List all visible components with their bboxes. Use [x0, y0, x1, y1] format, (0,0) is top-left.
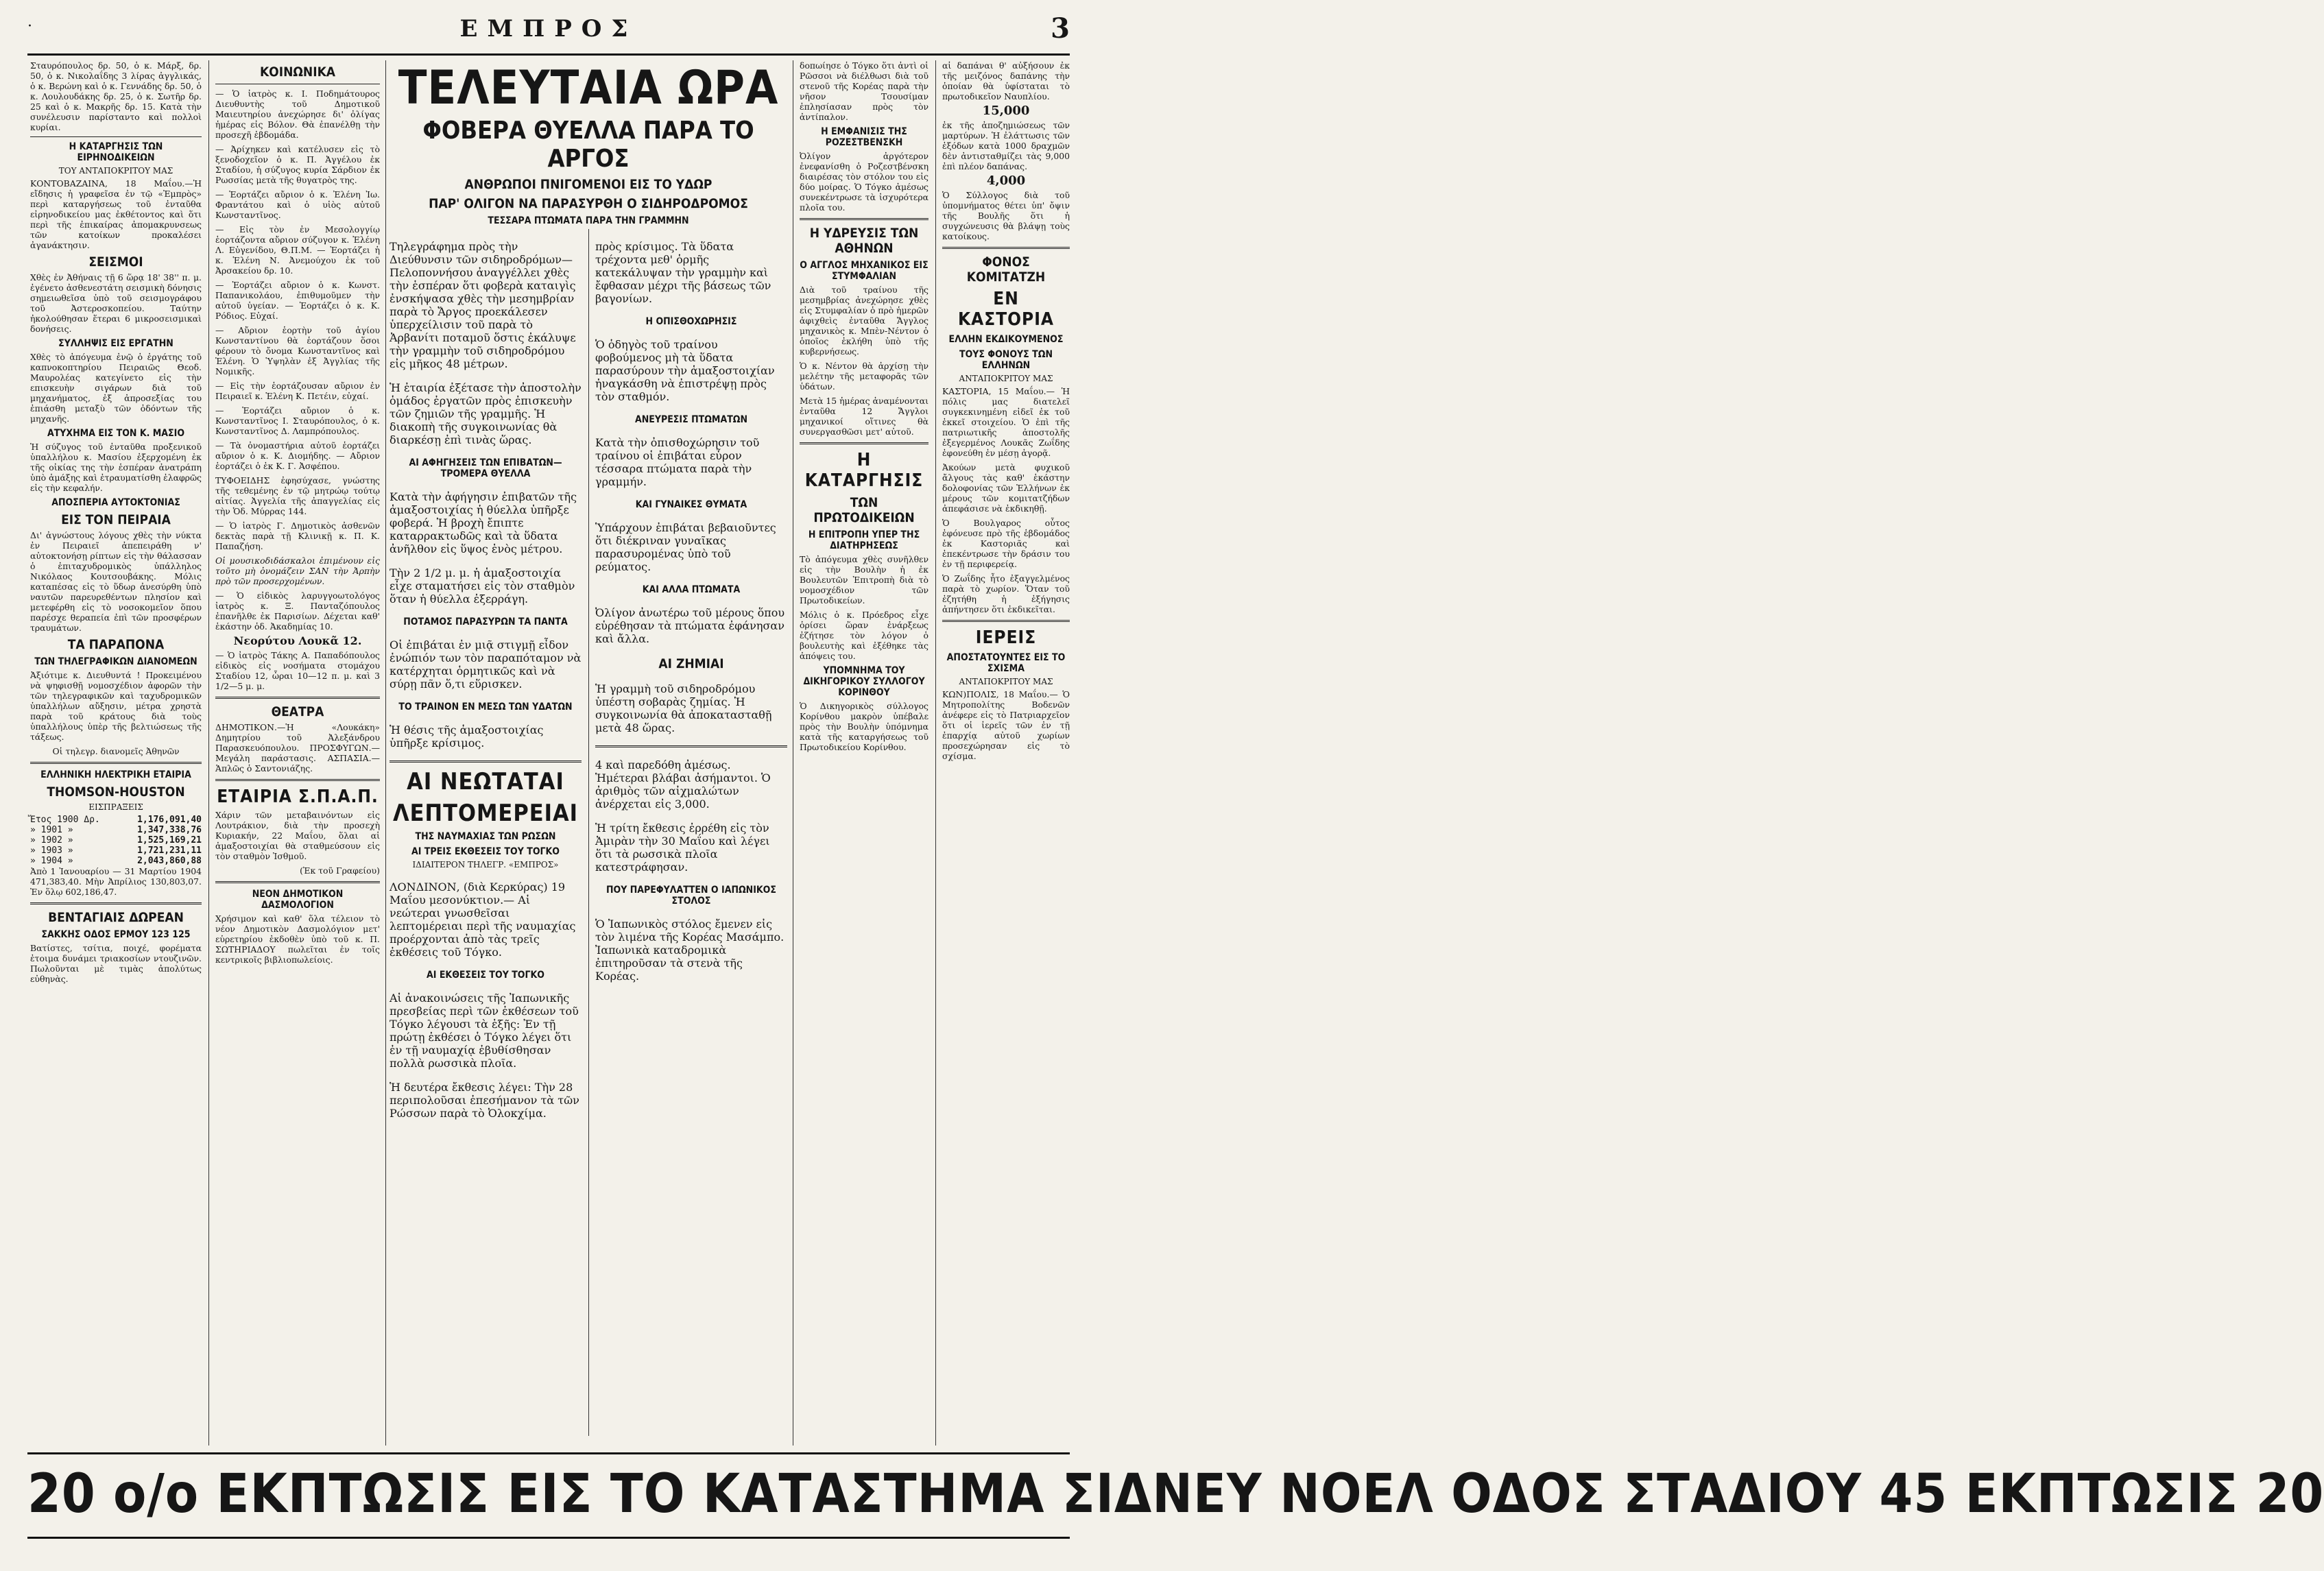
headline: ΤΟ ΤΡΑΙΝΟΝ ΕΝ ΜΕΣΩ ΤΩΝ ΥΔΑΤΩΝ	[398, 701, 573, 712]
divider	[390, 760, 582, 763]
headline: ΦΟΒΕΡΑ ΘΥΕΛΛΑ ΠΑΡΑ ΤΟ ΑΡΓΟΣ	[422, 117, 754, 173]
article-text: Ὁ Βουλγαρος οὗτος ἐφόνευσε πρὸ τῆς ἑβδομάδος ἐκ Καστοριᾶς καὶ ἐπεκέντρωσε τὴν δράσιν του ἐν τῇ περιφερείᾳ.	[942, 518, 1070, 569]
article-text: Ἡ γραμμὴ τοῦ σιδηροδρόμου ὑπέστη σοβαρὰς ζημίας. Ἡ συγκοινωνία θὰ ἀποκατασταθῇ μετὰ 48 ὥρας.	[595, 682, 772, 734]
headline: ΥΠΟΜΝΗΜΑ ΤΟΥ ΔΙΚΗΓΟΡΙΚΟΥ ΣΥΛΛΟΓΟΥ ΚΟΡΙΝΘΟΥ	[803, 665, 925, 698]
headline: Η ΕΜΦΑΝΙΣΙΣ ΤΗΣ ΡΟΖΕΣΤΒΕΝΣΚΗ	[821, 126, 907, 148]
subheadline: ΙΔΙΑΙΤΕΡΟΝ ΤΗΛΕΓΡ. «ΕΜΠΡΟΣ»	[412, 860, 559, 870]
headline: ΤΩΝ ΤΗΛΕΓΡΑΦΙΚΩΝ ΔΙΑΝΟΜΕΩΝ	[34, 656, 197, 667]
headline: ΘΕΑΤΡΑ	[271, 704, 324, 719]
ad-year: » 1904 »	[30, 856, 73, 866]
column-6	[938, 60, 1074, 1446]
ad-table	[30, 815, 202, 866]
article-text: Ἀκούων μετὰ φυχικοῦ ἄλγους τὰς καθ' ἑκάστην δολοφονίας τῶν Ἑλλήνων ἐκ μέρους τῶν κομιτατζήδων ἀπεφάσισε νὰ ἐκδικηθῇ.	[942, 462, 1070, 514]
signature: Οἱ τηλεγρ. διανομεῖς Ἀθηνῶν	[52, 746, 180, 756]
ad-table-row	[30, 825, 202, 835]
article-text: Ὀλίγον ἀργότερον ἐνεφανίσθη ὁ Ροζεστβένσκη διαιρέσας τὸν στόλον του εἰς δύο μοίρας. Ὁ Τόγκο ἀμέσως συνεκέντρωσε τὰ ἰσχυρότερα πλοῖα του.	[800, 151, 929, 213]
article-text: Χθὲς τὸ ἀπόγευμα ἐνῷ ὁ ἐργάτης τοῦ καπνοκοπτηρίου Πειραιῶς Θεοδ. Μαυρολέας κατεγίνετο εἰς τὴν επισκευὴν σιγάρων διὰ τοῦ μηχανήματος, ἐξ ἀπροσεξίας του ἐπιάσθη μεταξὺ τῶν ὀδόντων τῆς μηχανῆς.	[30, 352, 202, 424]
article-text: Ὁ κ. Νέντον θὰ ἀρχίσῃ τὴν μελέτην τῆς μεταφορᾶς τῶν ὑδάτων.	[800, 361, 929, 392]
divider	[30, 136, 202, 137]
article-text: Τὸ ἀπόγευμα χθὲς συνῆλθεν εἰς τὴν Βουλὴν ἡ ἐκ Βουλευτῶν Ἐπιτροπὴ διὰ τὸ νομοσχέδιον τῶν Πρωτοδικείων.	[800, 554, 929, 605]
headline: ΤΩΝ ΠΡΩΤΟΔΙΚΕΙΩΝ	[813, 495, 915, 525]
article-text: Δι' ἀγνώστους λόγους χθὲς τὴν νύκτα ἐν Πειραιεῖ ἀπεπειράθη ν' αὐτοκτονήσῃ ρίπτων εἰς τὴν θάλασσαν ὁ ἐπιταχυδρομικὸς ὑπάλληλος Νικόλαος Κουτσουβάκης. Μόλις καταπέσας εἰς τὸ ὕδωρ ἀνεσύρθη ὑπὸ ναυτῶν παρευρεθέντων πλησίον καὶ μετεφέρθη εἰς τὸ νοσοκομεῖον ὅπου παρέσχε θεραπεία ἐπὶ τῶν προσφέρων τραυμάτων.	[30, 530, 202, 633]
note: (Ἐκ τοῦ Γραφείου)	[300, 865, 380, 876]
divider	[595, 745, 787, 747]
masthead	[27, 5, 1070, 63]
article-text: Χάριν τῶν μεταβαινόντων εἰς Λουτράκιον, διὰ τὴν προσεχὴ Κυριακήν, 22 Μαΐου, ὅλαι αἱ ἁμαξοστοιχίαι θὰ σταθμεύσουν εἰς τὸν σταθμὸν Ἰσθμοῦ.	[215, 810, 380, 861]
article-text: Κατὰ τὴν ὀπισθοχώρησιν τοῦ τραίνου οἱ ἐπιβάται εὗρον τέσσαρα πτώματα παρὰ τὴν γραμμήν.	[595, 436, 760, 488]
headline: ΤΗΣ ΝΑΥΜΑΧΙΑΣ ΤΩΝ ΡΩΣΩΝ	[415, 831, 556, 842]
article-text: Χθὲς ἐν Ἀθήναις τῇ 6 ὥρᾳ 18' 38'' π. μ. ἐγένετο ἀσθενεστάτη σεισμικὴ δόνησις σημειωθεῖσα ὑπὸ τοῦ σεισμογράφου τοῦ Ἀστεροσκοπείου. Ταύτην ἠκολούθησαν ἕτεραι 6 μικροσεισμικαὶ δονήσεις.	[30, 272, 202, 334]
ad-amount: 1,525,169,21	[137, 835, 202, 846]
article-text: Οἱ ἐπιβάται ἐν μιᾷ στιγμῇ εἶδον ἐνώπιόν των τὸν παραπόταμον νὰ κατέρχηται ὁρμητικῶς καὶ νὰ σύρῃ πᾶν ὅ,τι εὕρισκεν.	[390, 638, 582, 691]
article-text: Ὀλίγον ἀνωτέρω τοῦ μέρους ὅπου εὑρέθησαν τὰ πτώματα ἐφάνησαν καὶ ἄλλα.	[595, 606, 785, 645]
lead-column-left	[385, 229, 586, 1436]
headline: ΑΙ ΤΡΕΙΣ ΕΚΘΕΣΕΙΣ ΤΟΥ ΤΟΓΚΟ	[411, 846, 560, 857]
article-text: Ἡ θέσις τῆς ἁμαξοστοιχίας ὑπῆρξε κρίσιμος.	[390, 723, 544, 749]
headline: Η ΕΠΙΤΡΟΠΗ ΥΠΕΡ ΤΗΣ ΔΙΑΤΗΡΗΣΕΩΣ	[808, 529, 920, 551]
column-1	[26, 60, 206, 1446]
ad-table-row	[30, 856, 202, 866]
article-text: Μόλις ὁ κ. Πρόεδρος εἶχε ὁρίσει ὥραν ἐνάρξεως ἐζήτησε τὸν λόγον ὁ βουλευτὴς καὶ ἐξέθηκε τὰς ἀπόψεις του.	[800, 610, 929, 661]
headline: ΕΝ ΚΑΣΤΟΡΙΑ	[958, 289, 1054, 330]
ad-text: Βατίστες, τσίτια, ποιχέ, φορέματα ἐτοιμα δυνάμει τριακοσίων ντουζινῶν. Πωλοῦνται μὲ τιμὰς ἀπολύτως εὐθηνὰς.	[30, 943, 202, 984]
article-text: Τὴν 2 1/2 μ. μ. ἡ ἁμαξοστοιχία εἶχε σταματήσει εἰς τὸν σταθμὸν ὅταν ἡ θύελλα ἐξερράγη.	[390, 566, 575, 605]
headline: ΦΟΝΟΣ ΚΟΜΙΤΑΤΖΗ	[966, 254, 1046, 285]
main-headline: ΤΕΛΕΥΤΑΙΑ ΩΡΑ	[398, 61, 779, 115]
divider	[800, 218, 929, 220]
article-text: Ὁ ὁδηγὸς τοῦ τραίνου φοβούμενος μὴ τὰ ὕδατα παρασύρουν τὴν ἁμαξοστοιχίαν ἠναγκάσθη νὰ ἐπιστρέψῃ πρὸς τὸν σταθμόν.	[595, 338, 775, 403]
footer-advertisement	[27, 1452, 2324, 1539]
article-text: Διὰ τοῦ τραίνου τῆς μεσημβρίας ἀνεχώρησε χθὲς εἰς Στυμφαλίαν ὁ πρὸ ἡμερῶν ἀφιχθεὶς ἐνταῦθα Ἄγγλος μηχανικὸς κ. Μπὲν-Νέντον ὁ ὁποῖος ἐκλήθη ὑπὸ τῆς κυβερνήσεως.	[800, 285, 929, 357]
article-text: Ὁ Ζωΐδης ἦτο ἐξαγγελμένος παρὰ τὸ χωρίον. Ὅταν τοῦ ἐζητήθη ἡ ἐξήγησις ἀπήντησεν ὅτι ἐκδικεῖται.	[942, 573, 1070, 614]
ad-year: » 1901 »	[30, 825, 73, 835]
article-text: δοπωίησε ὁ Τόγκο ὅτι ἀντὶ οἱ Ρῶσσοι νὰ διέλθωσι διὰ τοῦ στενοῦ τῆς Κορέας παρὰ τὴν νῆσον Τσουσίμαν ἐπλησίασαν πρὸς τὸν ἀντίπαλον.	[800, 60, 929, 122]
article-text: — Ὁ ἰατρὸς Γ. Δημοτικὸς ἀσθενῶν δεκτὰς παρὰ τῇ Κλινικῇ κ. Π. Κ. Παπαζήση.	[215, 520, 380, 551]
article-text: πρὸς κρίσιμος. Τὰ ὕδατα τρέχοντα μεθ' ὁρμῆς κατεκάλυψαν τὴν γραμμὴν καὶ ἔφθασαν μέχρι τῆς βάσεως τῶν βαγονίων.	[595, 240, 771, 305]
address: Νεορύτου Λουκᾶ 12.	[233, 634, 362, 647]
divider	[215, 779, 380, 781]
article-text: — Ἑορτάζει αὔριον ὁ κ. Κωνστ. Παπανικολάου, ἐπιθυμοῦμεν τὴν αὐτοῦ ὑγείαν. — Ἑορτάζει ὁ κ. Κ. Ρόδιος. Εὐχαί.	[215, 280, 380, 321]
article-text: — Ὁ ἰατρὸς κ. Ι. Ποδημάτουρος Διευθυντὴς τοῦ Δημοτικοῦ Μαιευτηρίου ἀνεχώρησε δι' ὀλίγας ἡμέρας εἰς Βόλον. Θὰ ἐπανέλθῃ τὴν προσεχῆ ἑβδομάδα.	[215, 88, 380, 140]
headline: ΤΟΥΣ ΦΟΝΟΥΣ ΤΩΝ ΕΛΛΗΝΩΝ	[959, 349, 1053, 371]
article-text: — Ἑορτάζει αὔριον ὁ κ. Ἐλένη Ἰω. Φραντάτου καὶ ὁ υἱὸς αὐτοῦ Κωνσταντῖνος.	[215, 189, 380, 220]
lead-body	[385, 229, 791, 1436]
column-2	[211, 60, 384, 1446]
divider	[30, 762, 202, 764]
ad-table-row	[30, 835, 202, 846]
subheadline: ΑΝΤΑΠΟΚΡΙΤΟΥ ΜΑΣ	[959, 374, 1053, 383]
article-text: — Εἰς τὸν ἐν Μεσολογγίῳ ἑορτάζοντα αὔριον σύζυγον κ. Ἐλένη Λ. Εὐγενίδου, Θ.Π.Μ. — Ἑορτάζει ἡ κ. Ἑλένη Ν. Ἀνεμούχου ἐκ τοῦ Ἀρσακείου δρ. 10.	[215, 224, 380, 276]
newspaper-title: ΕΜΠΡΟΣ	[459, 15, 638, 43]
headline: Η ΚΑΤΑΡΓΗΣΙΣ	[804, 450, 924, 491]
headline: ΑΤΥΧΗΜΑ ΕΙΣ ΤΟΝ Κ. ΜΑΣΙΟ	[47, 428, 185, 439]
article-text: Σταυρόπουλος δρ. 50, ὁ κ. Μάρξ, δρ. 50, ὁ κ. Νικολαΐδης 3 λίρας ἀγγλικάς, ὁ κ. Βερώνη καὶ ὁ κ. Γεννάδης δρ. 50, ὁ κ. Λουλουδάκης δρ. 25, ὁ κ. Σωτῆρ δρ. 25 καὶ ὁ κ. Μακρῆς δρ. 15. Κατὰ τὴν συνέλευσιν παρίσταντο καὶ πολλοὶ κυρίαι.	[30, 60, 202, 132]
divider	[800, 442, 929, 444]
article-text: Ὁ Ἰαπωνικὸς στόλος ἔμενεν εἰς τὸν λιμένα τῆς Κορέας Μασάμπο. Ἰαπωνικὰ καταδρομικὰ ἐπιτηροῦσαν τὰ στενὰ τῆς Κορέας.	[595, 918, 784, 983]
article-text: Οἱ μουσικοδιδάσκαλοι ἐπιμένουν εἰς τοῦτο μὴ ὀνομάζειν ΣΑΝ τὴν Ἀρπὴν πρὸ τῶν προσερχομένων.	[215, 555, 380, 586]
ad-amount: 1,721,231,11	[137, 846, 202, 856]
subheadline: ΑΝΤΑΠΟΚΡΙΤΟΥ ΜΑΣ	[959, 677, 1053, 686]
ad-year: » 1903 »	[30, 846, 73, 856]
headline: ΛΕΠΤΟΜΕΡΕΙΑΙ	[392, 800, 579, 827]
column-rule	[935, 60, 936, 1446]
ad-title: ΒΕΝΤΑΓΙΑΙΣ ΔΩΡΕΑΝ	[48, 910, 184, 925]
article-text: — Ἑορτάζει αὔριον ὁ κ. Κωνσταντῖνος Ι. Σταυρόπουλος, ὁ κ. Κωνσταντῖνος Δ. Λαμπρόπουλος.	[215, 405, 380, 436]
ad-amount: 1,176,091,40	[137, 815, 202, 825]
article-text: Μετὰ 15 ἡμέρας ἀναμένονται ἐνταῦθα 12 Ἄγγλοι μηχανικοί οἵτινες θὰ συνεργασθῶσι μετ' αὐτοῦ.	[800, 396, 929, 437]
headline: ΠΑΡ' ΟΛΙΓΟΝ ΝΑ ΠΑΡΑΣΥΡΘΗ Ο ΣΙΔΗΡΟΔΡΟΜΟΣ	[429, 196, 748, 211]
article-text: 4 καὶ παρεδόθη ἀμέσως. Ἡμέτεραι βλάβαι ἀσήμαντοι. Ὁ ἀριθμὸς τῶν αἰχμαλώτων ἀνέρχεται εἰς 3,000.	[595, 758, 771, 811]
headline: Η ΟΠΙΣΘΟΧΩΡΗΣΙΣ	[645, 316, 737, 327]
headline: ΑΙ ΑΦΗΓΗΣΕΙΣ ΤΩΝ ΕΠΙΒΑΤΩΝ—ΤΡΟΜΕΡΑ ΘΥΕΛΛΑ	[409, 457, 562, 479]
divider	[215, 697, 380, 699]
figure: 15,000	[982, 104, 1030, 118]
article-text: Αἱ ἀνακοινώσεις τῆς Ἰαπωνικῆς πρεσβείας περὶ τῶν ἐκθέσεων τοῦ Τόγκο λέγουσι τὰ ἑξῆς: Ἐν τῇ πρώτῃ ἐκθέσει ὁ Τόγκο λέγει ὅτι ἐν τῇ ναυμαχίᾳ ἐβυθίσθησαν πολλὰ ρωσσικὰ πλοῖα.	[390, 992, 579, 1070]
article-text: Ἀξιότιμε κ. Διευθυντά ! Προκειμένου νὰ ψηφισθῇ νομοσχέδιον ἀφορῶν τὴν τῶν τηλεγραφικῶν καὶ ταχυδρομικῶν ὑπαλλήλων αὔξησιν, μέτρα χρηστὰ παρὰ τοῦ κράτους διὰ τοὺς ὑπαλλήλους ὑπὲρ τῆς βελτιώσεως τῆς τάξεως.	[30, 670, 202, 742]
headline: ΣΥΛΛΗΨΙΣ ΕΙΣ ΕΡΓΑΤΗΝ	[58, 338, 173, 349]
article-text: ΚΩΝ)ΠΟΛΙΣ, 18 Μαΐου.— Ὁ Μητροπολίτης Βοδενῶν ἀνέφερε εἰς τὸ Πατριαρχεῖον ὅτι οἱ ἱερεῖς τῶν ἐν τῇ ἐπαρχίᾳ αὐτοῦ χωρίων προσεχώρησαν εἰς τὸ σχίσμα.	[942, 689, 1070, 761]
headline: ΑΠΟΣΤΑΤΟΥΝΤΕΣ ΕΙΣ ΤΟ ΣΧΙΣΜΑ	[946, 652, 1066, 674]
lead-column-right	[591, 229, 791, 1436]
headline: ΑΝΕΥΡΕΣΙΣ ΠΤΩΜΑΤΩΝ	[634, 414, 748, 425]
article-text: Κατὰ τὴν ἀφήγησιν ἐπιβατῶν τῆς ἁμαξοστοιχίας ἡ θύελλα ὑπῆρξε φοβερά. Ἡ βροχὴ ἔπιπτε καταρρακτωδῶς καὶ τὰ ὕδατα ἀνῆλθον εἰς ὕψος ἑνὸς μέτρου.	[390, 490, 577, 555]
article-text: Ἡ τρίτη ἔκθεσις ἐρρέθη εἰς τὸν Ἀμιρὰν τὴν 30 Μαΐου καὶ λέγει ὅτι τὰ ρωσσικὰ πλοῖα κατεστράφησαν.	[595, 822, 770, 874]
page-number: 3	[1051, 12, 1070, 45]
columns	[26, 60, 1074, 1446]
divider	[215, 881, 380, 883]
headline: ΕΙΣ ΤΟΝ ΠΕΙΡΑΙΑ	[61, 512, 171, 527]
masthead-rule	[27, 53, 1070, 56]
article-text: — Αὔριον ἑορτὴν τοῦ ἁγίου Κωνσταντίνου θὰ ἑορτάζουν ὅσοι φέρουν τὸ ὄνομα Κωνσταντῖνος καὶ Ἑλένη. Ὁ Ὑψηλὰν ἐξ Ἀγγλίας τῆς Νομικῆς.	[215, 325, 380, 376]
article-text: Ἡ ἐταιρία ἐξέτασε τὴν ἀποστολὴν ὁμάδος ἐργατῶν πρὸς ἐπισκευὴν τῶν ζημιῶν τῆς γραμμῆς. Ἡ διακοπὴ τῆς συγκοινωνίας θὰ διαρκέσῃ ἐπὶ τινὰς ὥρας.	[390, 381, 582, 446]
column-5	[795, 60, 933, 1446]
subheadline: ΤΟΥ ΑΝΤΑΠΟΚΡΙΤΟΥ ΜΑΣ	[58, 166, 173, 176]
divider	[942, 620, 1070, 622]
headline: Η ΚΑΤΑΡΓΗΣΙΣ ΤΩΝ ΕΙΡΗΝΟΔΙΚΕΙΩΝ	[69, 141, 163, 163]
column-rule	[588, 229, 589, 1436]
headline: ΤΕΣΣΑΡΑ ΠΤΩΜΑΤΑ ΠΑΡΑ ΤΗΝ ΓΡΑΜΜΗΝ	[488, 215, 689, 226]
headline: ΑΝΘΡΩΠΟΙ ΠΝΙΓΟΜΕΝΟΙ ΕΙΣ ΤΟ ΥΔΩΡ	[464, 177, 712, 192]
ad-note: Ἀπὸ 1 Ἰανουαρίου — 31 Μαρτίου 1904 471,383,40. Μὴν Ἀπρίλιος 130,803,07. Ἐν ὅλῳ 602,186,47.	[30, 866, 202, 897]
headline: ΙΕΡΕΙΣ	[975, 627, 1037, 648]
ad-table-row	[30, 846, 202, 856]
ad-year: Ἔτος 1900 Δρ.	[30, 815, 100, 825]
article-text: ΤΥΦΟΕΙΔΗΣ ἐφησύχασε, γνώστης τῆς τεθεμένης ἐν τῷ μητρώῳ τούτῳ αἰτίας. Ἀγγελία τῆς ἀπαγγελίας εἰς τὴν Ὁδ. Μύρρας 144.	[215, 475, 380, 516]
article-text: Ὁ Σύλλογος διὰ τοῦ ὑπομνήματος θέτει ὑπ' ὄψιν τῆς Βουλῆς ὅτι ἡ συγχώνευσις θὰ βλάψῃ τοὺς κατοίκους.	[942, 190, 1070, 241]
ad-title: ΕΛΛΗΝΙΚΗ ΗΛΕΚΤΡΙΚΗ ΕΤΑΙΡΙΑ	[40, 769, 191, 780]
headline: ΑΠΟΣΠΕΡΙΑ ΑΥΤΟΚΤΟΝΙΑΣ	[51, 497, 180, 508]
ad-amount: 2,043,860,88	[137, 856, 202, 866]
headline: ΚΟΙΝΩΝΙΚΑ	[259, 64, 336, 80]
headline: Ο ΑΓΓΛΟΣ ΜΗΧΑΝΙΚΟΣ ΕΙΣ ΣΤΥΜΦΑΛΙΑΝ	[800, 260, 929, 282]
article-text: Τηλεγράφημα πρὸς τὴν Διεύθυνσιν τῶν σιδηροδρόμων—Πελοποννήσου ἀναγγέλλει χθὲς τὴν ἑσπέραν ὅτι φοβερὰ καταιγὶς ἐνσκήψασα χθὲς τὴν μεσημβρίαν παρὰ τὸ Ἄργος προεκάλεσεν ὑπερχείλισιν τοῦ παρὰ τὸ Ἀρβανίτι ποταμοῦ ὅστις ἐκάλυψε τὴν γραμμὴν τοῦ σιδηροδρόμου εἰς μῆκος 48 μέτρων.	[390, 240, 576, 370]
article-text: — Ἀρίχηκεν καὶ κατέλυσεν εἰς τὸ ξενοδοχεῖον ὁ κ. Π. Ἀγγέλου ἐκ Σταδίου, ἡ σύζυγος κυρία Σάρδιον ἐκ Ρωσσίας μετὰ τῆς θυγατρὸς της.	[215, 144, 380, 185]
article-text: Χρήσιμον καὶ καθ' ὅλα τέλειον τὸ νέον Δημοτικὸν Δασμολόγιον μετ' εὑρετηρίου ἐκδοθὲν ὑπὸ τοῦ κ. Π. ΣΩΤΗΡΙΑΔΟΥ πωλεῖται ἐν τοῖς κεντρικοῖς βιβλιοπωλείοις.	[215, 913, 380, 965]
article-text: αἱ δαπάναι θ' αὐξήσουν ἐκ τῆς μειζόνος δαπάνης τὴν ὁποίαν θὰ ὑφίσταται τὸ πρωτοδικεῖον Ναυπλίου.	[942, 60, 1070, 101]
headline: ΝΕΟΝ ΔΗΜΟΤΙΚΟΝ ΔΑΣΜΟΛΟΓΙΟΝ	[252, 889, 344, 911]
headline: ΚΑΙ ΑΛΛΑ ΠΤΩΜΑΤΑ	[642, 584, 741, 595]
article-text: Ὁ Δικηγορικὸς σύλλογος Κορίνθου μακρὸν ὑπέβαλε πρὸς τὴν Βουλὴν ὑπόμνημα κατὰ τῆς καταργήσεως τοῦ Πρωτοδικείου Κορίνθου.	[800, 701, 929, 752]
article-text: Ἡ σύζυγος τοῦ ἐνταῦθα προξενικοῦ ὑπαλλήλου κ. Μασίου ἐξερχομένη ἐκ τῆς οἰκίας της τὴν ἑσπέραν ἀνατράπη ὑπὸ ἁμάξης καὶ ἐτραυματίσθη ἐλαφρῶς εἰς τὴν κεφαλήν.	[30, 442, 202, 493]
article-text: Ἡ δευτέρα ἔκθεσις λέγει: Τὴν 28 περιπολοῦσαι ἐπεσήμανον τὰ τῶν Ρώσσων παρὰ τὸ Ὀλοκχίμα.	[390, 1081, 579, 1120]
article-text: — Ὁ ἰατρὸς Τάκης Α. Παπαδόπουλος εἰδικὸς εἰς νοσήματα στομάχου Σταδίου 12, ὧραι 10—12 π. μ. καὶ 3 1/2—5 μ. μ.	[215, 650, 380, 691]
ad-subtitle: ΕΙΣΠΡΑΞΕΙΣ	[88, 802, 143, 812]
headline: ΠΟΥ ΠΑΡΕΦΥΛΑΤΤΕΝ Ο ΙΑΠΩΝΙΚΟΣ ΣΤΟΛΟΣ	[606, 885, 776, 907]
divider	[30, 902, 202, 904]
ad-brand: ΣΑΚΚΗΣ ΟΔΟΣ ΕΡΜΟΥ 123 125	[41, 929, 191, 940]
headline: ΣΕΙΣΜΟΙ	[88, 254, 143, 269]
ad-table-row	[30, 815, 202, 825]
headline: Η ΥΔΡΕΥΣΙΣ ΤΩΝ ΑΘΗΝΩΝ	[809, 226, 919, 256]
lead-story	[385, 60, 791, 1446]
headline: ΠΟΤΑΜΟΣ ΠΑΡΑΣΥΡΩΝ ΤΑ ΠΑΝΤΑ	[403, 616, 568, 627]
article-text: ἐκ τῆς ἀποζημιώσεως τῶν μαρτύρων. Ἡ ἐλάττωσις τῶν ἐξόδων κατὰ 1000 δραχμῶν δὲν ἀντισταθμίζει τὰς 9,000 ἐπὶ πλέον δαπάνας.	[942, 120, 1070, 171]
headline: ΑΙ ΖΗΜΙΑΙ	[658, 656, 724, 671]
headline: ΕΛΛΗΝ ΕΚΔΙΚΟΥΜΕΝΟΣ	[948, 334, 1064, 345]
headline: ΤΑ ΠΑΡΑΠΟΝΑ	[67, 637, 165, 652]
headline: ΑΙ ΕΚΘΕΣΕΙΣ ΤΟΥ ΤΟΓΚΟ	[427, 970, 544, 981]
article-text: ΚΟΝΤΟΒΑΖΑΙΝΑ, 18 Μαΐου.—Ἡ εἴδησις ἡ γραφεῖσα ἐν τῷ «Ἐμπρὸς» περὶ καταργήσεως τοῦ ἐνταῦθα εἰρηνοδικείου μας ἐκθέτοντος καὶ ὅτι περὶ τῆς ἐπικαίρας ἀπομακρυνσεως τῶν κατοίκων προκαλέσει ἀγανάκτησιν.	[30, 178, 202, 250]
ad-year: » 1902 »	[30, 835, 73, 846]
figure: 4,000	[986, 173, 1026, 188]
headline: ΕΤΑΙΡΙΑ Σ.Π.Α.Π.	[217, 787, 379, 807]
article-text: ΛΟΝΔΙΝΟΝ, (διὰ Κερκύρας) 19 Μαΐου μεσονύκτιον.— Αἱ νεώτεραι γνωσθεῖσαι λεπτομέρειαι περὶ τῆς ναυμαχίας προέρχονται ἀπὸ τὰς τρεῖς ἐκθέσεις τοῦ Τόγκο.	[390, 880, 576, 959]
article-text: Ὑπάρχουν ἐπιβάται βεβαιοῦντες ὅτι διέκριναν γυναῖκας παρασυρομένας ὑπὸ τοῦ ρεύματος.	[595, 521, 776, 573]
corner-mark: ·	[27, 18, 32, 35]
footer-ad-text: 20 ο/ο ΕΚΠΤΩΣΙΣ ΕΙΣ ΤΟ ΚΑΤΑΣΤΗΜΑ ΣΙΔΝΕΥ ΝΟΕΛ ΟΔΟΣ ΣΤΑΔΙΟΥ 45 ΕΚΠΤΩΣΙΣ 20	[27, 1463, 2324, 1525]
article-text: — Ὁ εἰδικὸς λαρυγγοωτολόγος ἰατρὸς κ. Ξ. Πανταζόπουλος ἐπανῆλθε ἐκ Παρισίων. Δέχεται καθ' ἑκάστην ὁδ. Ἀκαδημίας 10.	[215, 590, 380, 632]
divider	[942, 247, 1070, 249]
article-text: — Τὰ ὀνομαστήρια αὐτοῦ ἑορτάζει αὔριον ὁ κ. Κ. Διομήδης. — Αὔριον ἑορτάζει ὁ ἐκ Κ. Γ. Ἀσφέπου.	[215, 440, 380, 471]
article-text: ΚΑΣΤΟΡΙΑ, 15 Μαΐου.— Ἡ πόλις μας διατελεῖ συγκεκινημένη εἰδεῖ ἐκ τοῦ ἐκκεῖ στοιχείου. Ὁ ἐπὶ τῆς πατριωτικῆς ἀποστολῆς ἐξεγερμένος Λουκᾶς Ζωΐδης ἐφονεύθη ἐν μέσῃ ἀγορᾷ.	[942, 386, 1070, 458]
article-text: — Εἰς τὴν ἑορτάζουσαν αὔριον ἐν Πειραιεῖ κ. Ἑλένη Κ. Πετέιν, εὐχαί.	[215, 381, 380, 401]
headline: ΑΙ ΝΕΩΤΑΤΑΙ	[407, 768, 564, 795]
ad-amount: 1,347,338,76	[137, 825, 202, 835]
column-rule	[208, 60, 209, 1446]
article-text: ΔΗΜΟΤΙΚΟΝ.—Ἡ «Λουκάκη» Δημητρίου τοῦ Ἀλεξάνδρου Παρασκευόπουλου. ΠΡΟΣΦΥΓΩΝ.—Μεγάλη παράστασις. ΑΣΠΑΣΙΑ.—Ἁπλῶς ὁ Σαντονιάζης.	[215, 722, 380, 773]
ad-brand: THOMSON-HOUSTON	[47, 784, 185, 800]
headline: ΚΑΙ ΓΥΝΑΙΚΕΣ ΘΥΜΑΤΑ	[635, 499, 747, 510]
